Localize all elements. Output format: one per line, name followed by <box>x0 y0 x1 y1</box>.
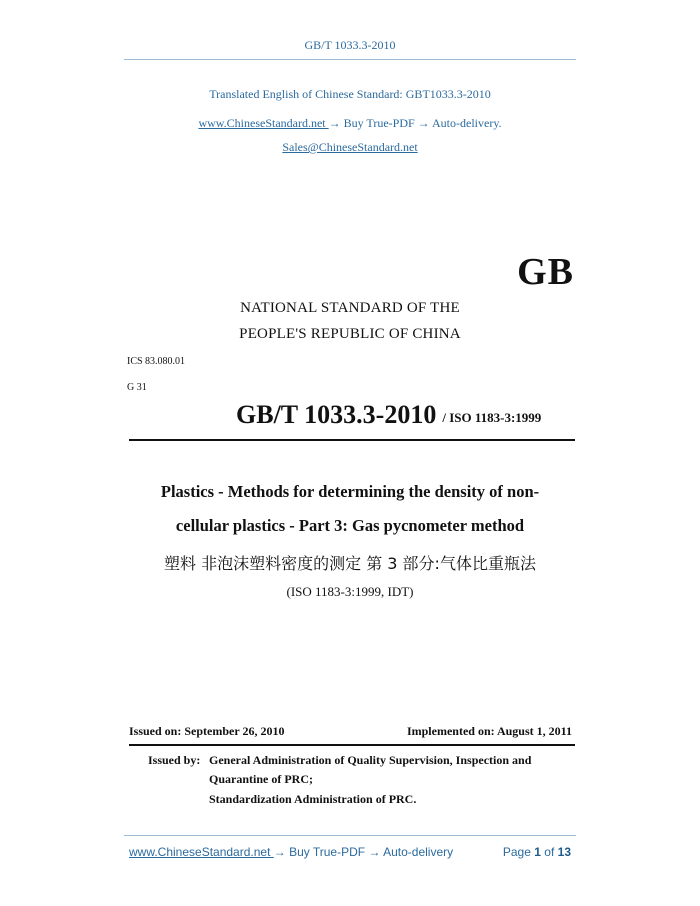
arrow-right-icon: → <box>273 845 286 859</box>
ics-code: ICS 83.080.01 <box>127 356 186 367</box>
footer-buy-text: Buy True-PDF <box>285 845 369 859</box>
page-current: 1 <box>534 845 541 859</box>
website-link[interactable]: www.ChineseStandard.net <box>198 116 329 130</box>
running-header: GB/T 1033.3-2010 <box>304 38 396 52</box>
auto-delivery-text: Auto-delivery. <box>429 116 502 130</box>
issuer-line3: Standardization Administration of PRC. <box>209 792 417 806</box>
issuer-line2: Quarantine of PRC; <box>209 772 313 786</box>
standard-number-text: GB/T 1033.3-2010 <box>236 400 437 429</box>
promo-links <box>0 116 700 131</box>
title-chinese: 塑料 非泡沫塑料密度的测定 第 3 部分:气体比重瓶法 <box>164 554 536 573</box>
header-divider <box>124 59 576 60</box>
footer-links <box>129 845 453 859</box>
page-label: Page <box>502 845 531 859</box>
footer-auto-text: Auto-delivery <box>380 845 454 859</box>
national-standard-line1: NATIONAL STANDARD OF THE <box>240 300 460 316</box>
issued-by-label: Issued by: <box>148 753 201 767</box>
footer-website-link[interactable]: www.ChineseStandard.net <box>129 845 274 859</box>
of-label: of <box>544 845 555 859</box>
national-standard-line2: PEOPLE'S REPUBLIC OF CHINA <box>239 326 461 342</box>
arrow-right-icon: → <box>368 845 381 859</box>
iso-equivalent: / ISO 1183-3:1999 <box>442 410 542 425</box>
title-divider <box>129 439 575 441</box>
page-indicator <box>503 845 571 859</box>
adoption-note: (ISO 1183-3:1999, IDT) <box>286 584 414 599</box>
arrow-right-icon: → <box>417 116 430 130</box>
issued-date: Issued on: September 26, 2010 <box>129 724 285 738</box>
title-english-line2: cellular plastics - Part 3: Gas pycnometer method <box>175 516 525 535</box>
implemented-date: Implemented on: August 1, 2011 <box>406 724 572 738</box>
sales-email-link[interactable]: Sales@ChineseStandard.net <box>282 140 418 154</box>
translation-notice: Translated English of Chinese Standard: GBT1033.3-2010 <box>209 87 491 101</box>
title-english-line1: Plastics - Methods for determining the density of non- <box>160 482 540 501</box>
sales-email-row <box>0 140 700 155</box>
page-total: 13 <box>557 845 571 859</box>
standard-number <box>236 400 541 430</box>
buy-pdf-text: Buy True-PDF <box>340 116 418 130</box>
ccs-code: G 31 <box>127 382 147 393</box>
dates-divider <box>129 744 575 746</box>
gb-mark: GB <box>517 251 574 293</box>
footer-divider <box>124 835 576 836</box>
arrow-right-icon: → <box>328 116 341 130</box>
issuer-line1: General Administration of Quality Supervision, Inspection and <box>209 753 532 767</box>
